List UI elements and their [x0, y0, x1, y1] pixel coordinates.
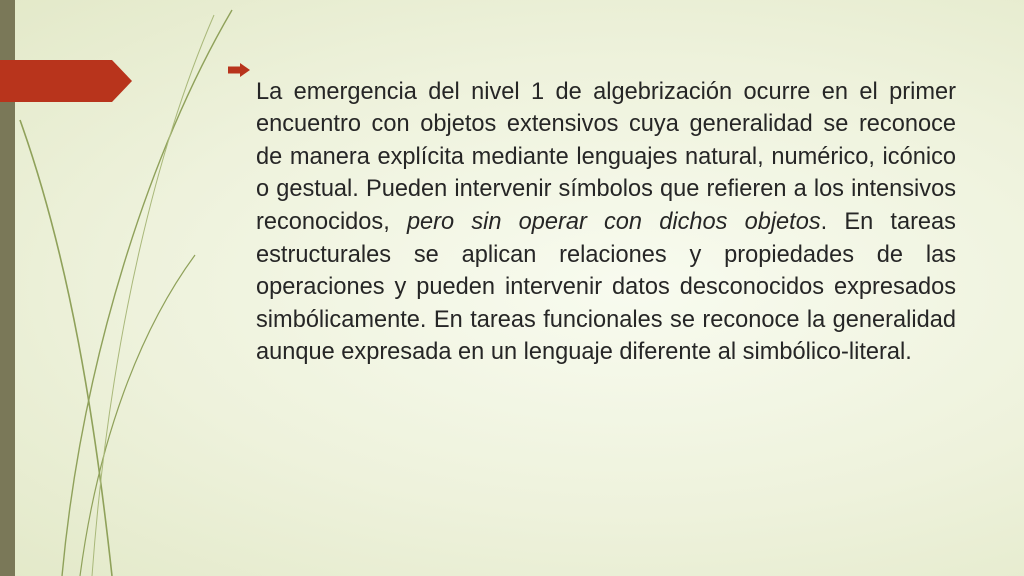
body-text-part1: La emergencia del nivel 1 de algebrización ocurre en el primer encuentro con objetos extensivos cuya generalidad se reconoce de manera explícita mediante lenguajes natural, numérico, icónico o gestual. Pueden intervenir símbolos que refieren a los intensivos reconocidos, [256, 78, 956, 235]
body-paragraph [256, 76, 956, 369]
red-arrow-banner [0, 60, 132, 102]
body-text-part2: . En tareas estructurales se aplican relaciones y propiedades de las operaciones y pueden intervenir datos desconocidos expresados simbólicamente. En tareas funcionales se reconoce la generalidad aunque expresada en un lenguaje diferente al simbólico-literal. [256, 208, 956, 366]
body-text-italic: pero sin operar con dichos objetos [406, 208, 821, 235]
decorative-curve-3 [80, 255, 195, 576]
arrow-right-icon [228, 63, 250, 77]
